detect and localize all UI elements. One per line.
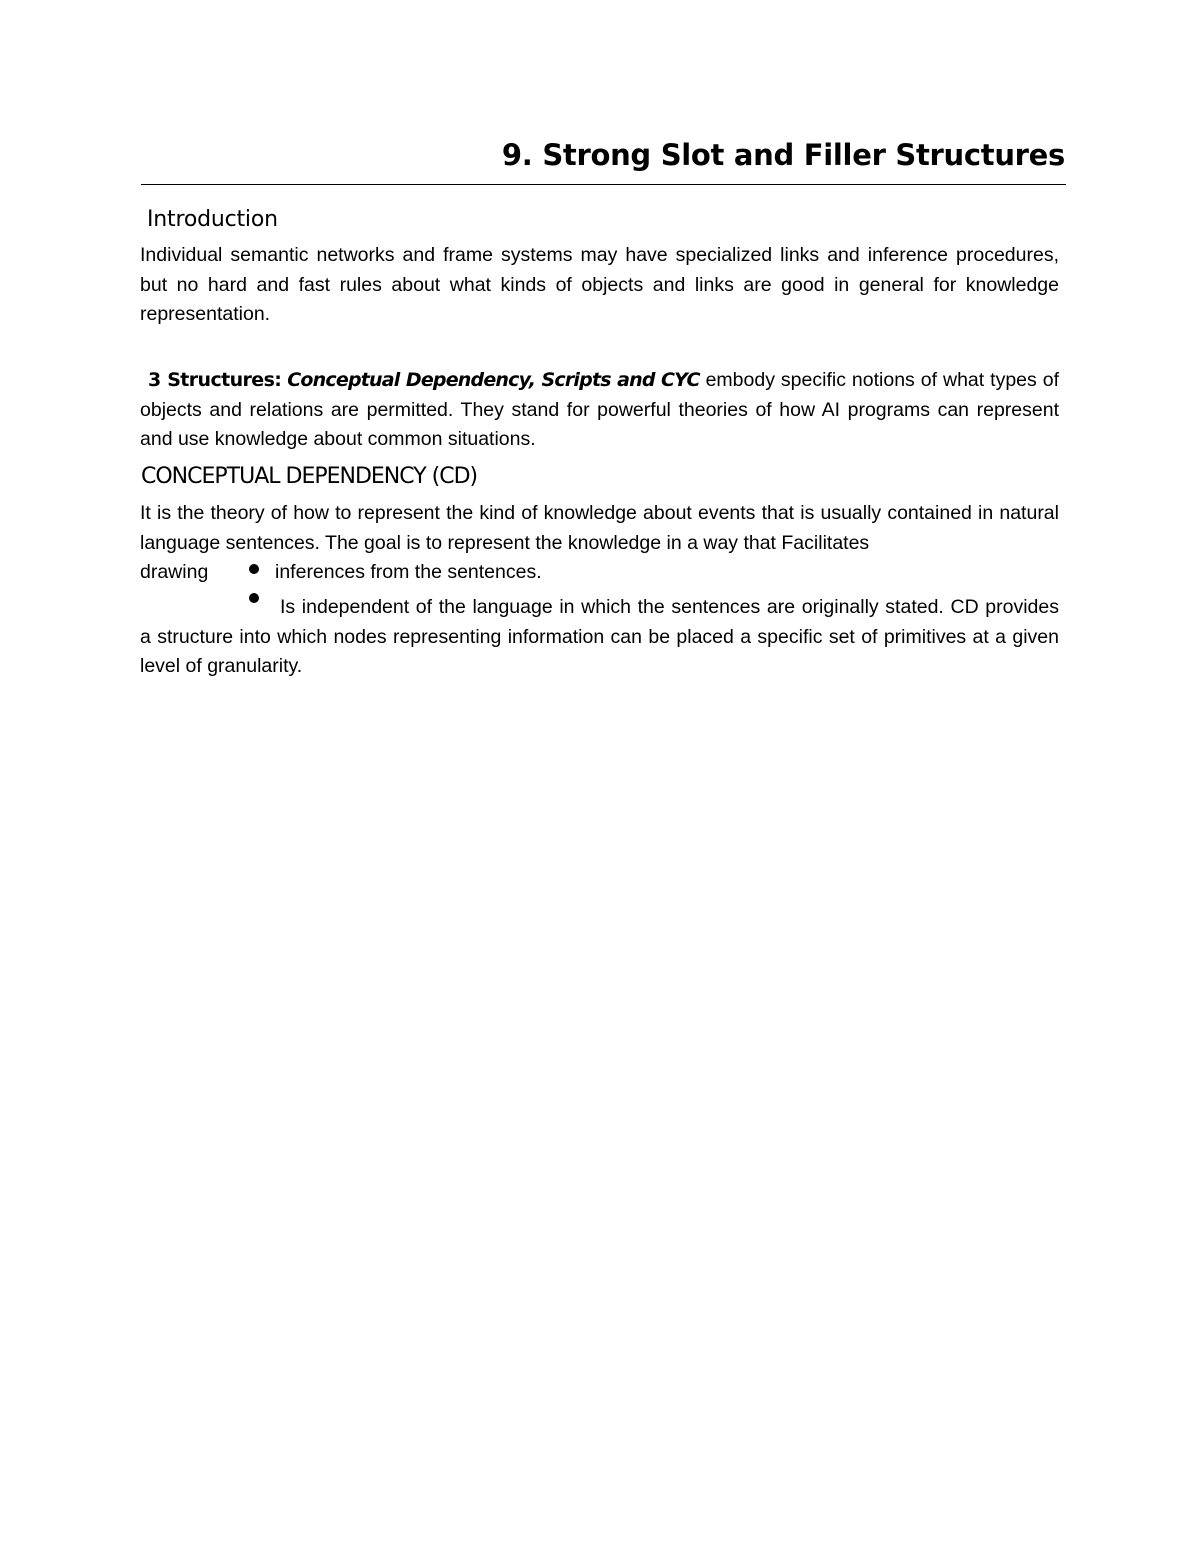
introduction-heading: Introduction: [147, 207, 278, 232]
drawing-word: drawing: [140, 561, 209, 583]
structures-list: Conceptual Dependency, Scripts and CYC: [287, 369, 700, 391]
structures-text: embody specific notions of what types of objects and relations are permitted. They stand for powerful theories of how AI programs can represent and use knowledge about common situations.: [140, 369, 1060, 450]
bullet-dot-icon: [249, 564, 259, 574]
cd-paragraph: It is the theory of how to represent the kind of knowledge about events that is usually contained in natural language sentences. The goal is to represent the knowledge in a way that Facilitates: [140, 502, 1059, 554]
structures-paragraph: [140, 350, 1059, 455]
cd-heading: CONCEPTUAL DEPENDENCY (CD): [141, 464, 478, 489]
introduction-paragraph: Individual semantic networks and frame systems may have specialized links and inference procedures, but no hard and fast rules about what kinds of objects and links are good in general for knowledge representation.: [140, 244, 1059, 325]
bullet-item-1: inferences from the sentences.: [275, 561, 542, 583]
bullet-item-2: Is independent of the language in which the sentences are originally stated. CD provides a structure into which nodes representing information can be placed a specific set of primitives at a given level of granularity.: [140, 596, 1059, 677]
structures-label: 3 Structures:: [148, 369, 282, 391]
page-title: 9. Strong Slot and Filler Structures: [501, 138, 1065, 172]
title-divider: [141, 184, 1066, 185]
